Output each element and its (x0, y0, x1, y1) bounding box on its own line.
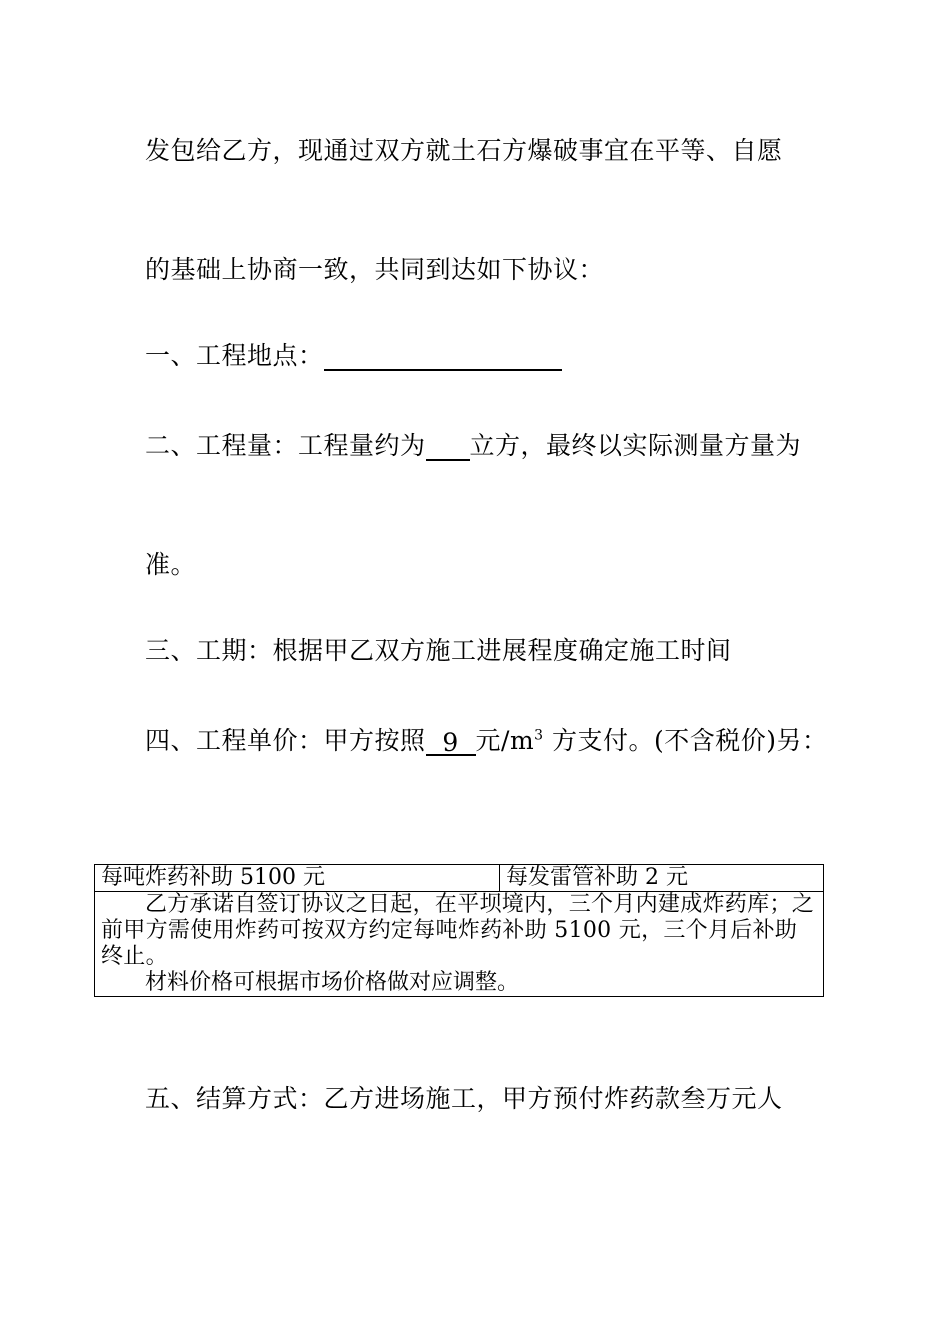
quantity-blank (426, 433, 470, 461)
clause-4-label: 四、工程单价：甲方按照 (145, 726, 426, 755)
explosive-subsidy-cell: 每吨炸药补助 5100 元 (95, 865, 500, 892)
unit-price-value: 9 (426, 728, 476, 756)
clause-4-unit-price (145, 726, 828, 756)
clause-1-location (145, 341, 562, 371)
subsidy-table (94, 864, 824, 997)
clause-2-suffix: 立方，最终以实际测量方量为 (469, 431, 802, 460)
body-line-2: 的基础上协商一致，共同到达如下协议： (145, 255, 605, 284)
detonator-subsidy-cell: 每发雷管补助 2 元 (500, 865, 824, 892)
clause-2-quantity (145, 431, 801, 461)
subsidy-notes-cell (95, 892, 824, 997)
clause-1-label: 一、工程地点： (145, 341, 324, 370)
unit-price-superscript: 3 (534, 727, 544, 744)
table-row (95, 865, 824, 892)
clause-2-label: 二、工程量：工程量约为 (145, 431, 426, 460)
clause-3-schedule: 三、工期：根据甲乙双方施工进展程度确定施工时间 (145, 636, 732, 665)
clause-4-suffix: 方支付。(不含税价)另： (543, 726, 828, 755)
subsidy-note-2: 材料价格可根据市场价格做对应调整。 (145, 970, 520, 995)
clause-5-settlement: 五、结算方式：乙方进场施工，甲方预付炸药款叁万元人 (145, 1084, 783, 1113)
unit-price-unit: 元/m (475, 726, 535, 755)
location-blank (324, 343, 562, 371)
subsidy-note-1: 乙方承诺自签订协议之日起，在平坝境内，三个月内建成炸药库；之前甲方需使用炸药可按双方约定每吨炸药补助 5100 元，三个月后补助终止。 (101, 892, 815, 969)
body-line-1: 发包给乙方，现通过双方就土石方爆破事宜在平等、自愿 (145, 136, 783, 165)
table-row (95, 892, 824, 997)
body-line-5: 准。 (145, 550, 197, 579)
